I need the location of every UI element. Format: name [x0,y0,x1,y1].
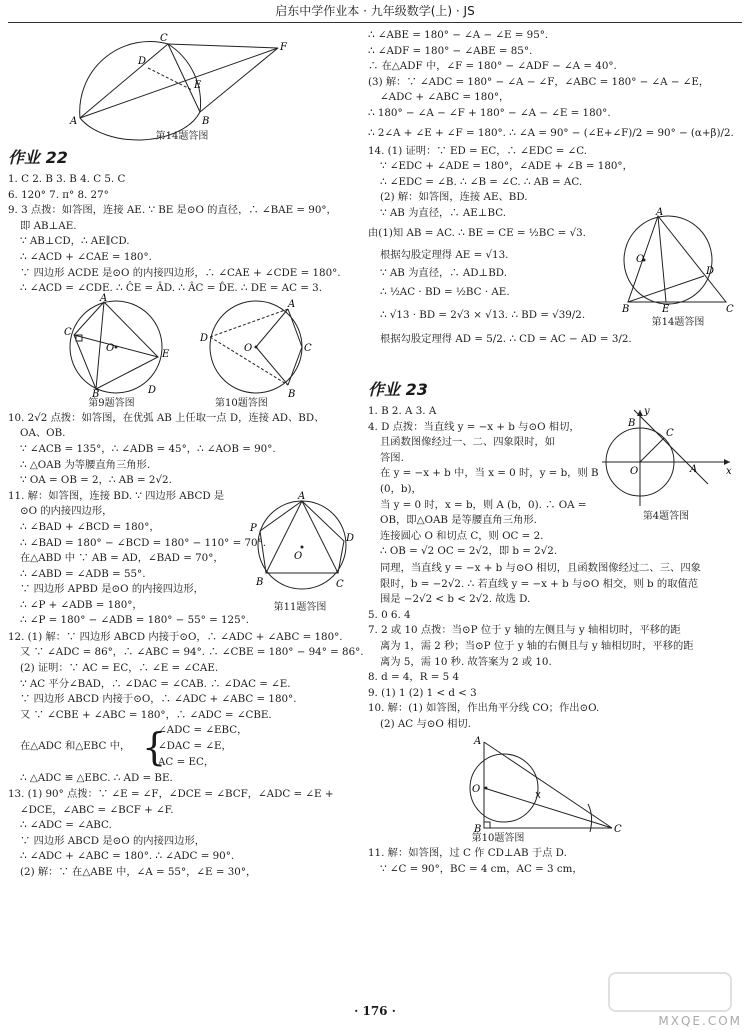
brace-line: ∠ADC = ∠EBC， [158,724,248,737]
text-line: 在 y = −x + b 中，当 x = 0 时，y = b，则 B [380,467,599,480]
fig4-label-B: B [628,417,636,429]
text-line: 又 ∵ ∠CBE + ∠ABC = 180°，∴ ∠ADC = ∠CBE. [20,708,272,721]
text-line: 当 y = 0 时，x = b，则 A (b，0). ∴ OA = [380,498,587,511]
text-line: 6. 120° 7. π° 8. 27° [8,188,109,201]
q14-block [368,206,742,376]
text-line: ∴ √13 · BD = 2√3 × √13. ∴ BD = √39/2. [380,309,586,322]
brace-icon: { [142,725,167,770]
text-line: ∵ AB 为直径，∴ AE⊥BC. [380,206,507,219]
fig10b-caption: 第10题答图 [471,833,525,845]
fig14b-caption: 第14题答图 [651,316,705,328]
text-line: ∵ 四边形 ACDE 是⊙O 的内接四边形，∴ ∠CAE + ∠CDE = 180°. [20,266,341,279]
text-line: 连接圆心 O 和切点 C，则 OC = 2. [380,529,544,542]
fig9-label-D: D [148,384,157,396]
fig14b-label-E: E [662,303,670,315]
text-line: 9. (1) 1 (2) 1 < d < 3 [368,686,477,699]
right-column [368,28,742,878]
fig10-caption: 第10题答图 [215,397,268,409]
section-23-title: 作业 23 [368,379,428,399]
fig14-caption: 第14题答图 [155,131,209,142]
fig10b-label-B: B [474,824,482,836]
text-line: 同理，当直线 y = −x + b 与⊙O 相切，且函数图像经过二、三、四象 [380,561,701,574]
fig4-label-A: A [690,463,698,475]
fig10-label-D: D [200,332,209,344]
brace-system [8,723,356,771]
fig14-label-E: E [194,80,202,91]
text-line: ∴ ∠BAD = 180° − ∠BCD = 180° − 110° = 70°. [20,536,267,549]
text-line: 由(1)知 AB = AC. ∴ BE = CE = ½BC = √3. [368,226,586,239]
figure-14-right-drawing [618,206,738,315]
figure-10-right-drawing [368,732,742,836]
brace-intro: 在△ADC 和△EBC 中， [20,740,131,753]
fig11-label-C: C [336,578,344,590]
text-line: 根据勾股定理得 AE = √13. [380,248,509,261]
text-line: ∠ADC + ∠ABC = 180°， [380,91,510,104]
left-column [8,28,364,880]
text-line: ⊙O 的内接四边形， [20,505,113,518]
text-line: ∴ ∠ACD = ∠CDE. ∴ ĈE = ÂD. ∴ ÂC = D̂E. ∴ DE = AC = 3. [20,282,322,295]
text-line: 10. 2√2 点拨：如答图，在优弧 AB 上任取一点 D，连接 AD、BD、 [8,411,325,424]
text-line: ∵ ∠C = 90°，BC = 4 cm，AC = 3 cm， [380,863,583,876]
text-line: 即 AB⊥AE. [20,219,77,232]
fig14-label-D: D [138,56,147,67]
text-line: ∴ 2∠A + ∠E + ∠F = 180°. ∴ ∠A = 90° − (∠E+∠F)/2 = 90° − (α+β)/2. [368,126,734,139]
text-line: (2) 解：∵ 在△ABE 中，∠A = 55°，∠E = 30°， [20,865,257,878]
figure-10-right [368,732,742,836]
fig11-label-A: A [298,490,306,502]
fig11-label-D: D [346,532,355,544]
page-number: · 176 · [354,1004,396,1018]
text-line: ∵ OA = OB = 2，∴ AB = 2√2. [20,474,172,487]
text-line: 13. (1) 90° 点拨：∵ ∠E = ∠F，∠DCE = ∠BCF，∠ADC = ∠E + [8,787,334,800]
text-line: ∴ ∠ADC = ∠ABC. [20,819,112,832]
text-line: ∠DCE，∠ABC = ∠BCF + ∠F. [20,803,174,816]
fig4-label-y: y [644,405,650,417]
text-line: OB，即△OAB 是等腰直角三角形. [380,514,537,527]
text-line: ∴ OB = √2 OC = 2√2，即 b = 2√2. [380,545,558,558]
text-line: 7. 2 或 10 点拨：当⊙P 位于 y 轴的左侧且与 y 轴相切时，平移的距 [368,624,681,637]
figure-14-drawing [8,28,356,130]
text-line: ∵ AB 为直径，∴ AD⊥BD. [380,266,507,279]
text-line: 答图. [380,451,404,464]
section-22-title: 作业 22 [8,148,68,167]
fig10b-label-A: A [474,736,482,748]
fig9-label-A: A [100,292,108,304]
figure-9-10 [8,292,356,400]
text-line: 且函数图像经过一、二、四象限时，如 [380,436,556,449]
fig4-label-C: C [666,427,674,439]
text-line: ∴ ½AC · BD = ½BC · AE. [380,286,510,299]
text-line: ∵ ∠ACB = 135°，∴ ∠ADB = 45°，∴ ∠AOB = 90°. [20,442,276,455]
fig9-label-E: E [162,348,170,360]
fig11-caption: 第11题答图 [273,601,327,613]
text-line: ∴ ∠ABE = 180° − ∠A − ∠E = 95°. [368,29,549,41]
text-line: 11. 解：如答图，连接 BD. ∵ 四边形 ABCD 是 [8,489,225,502]
text-line: (2) AC 与⊙O 相切. [380,717,471,730]
brace-line: ∠DAC = ∠E， [158,739,232,752]
text-line: ∴ △OAB 为等腰直角三角形. [20,458,151,471]
text-line: 根据勾股定理得 AD = 5/2. ∴ CD = AC − AD = 3/2. [380,333,632,346]
text-line: 10. 解：(1) 如答图，作出角平分线 CO；作出⊙O. [368,702,600,715]
text-line: ∵ 四边形 APBD 是⊙O 的内接四边形， [20,583,204,596]
figure-4-drawing [596,406,736,510]
text-line: ∴ ∠BAD + ∠BCD = 180°， [20,520,160,533]
text-line: ∴ ∠ADC + ∠ABC = 180°. ∴ ∠ADC = 90°. [20,850,235,863]
text-line: 14. (1) 证明：∵ ED = EC，∴ ∠EDC = ∠C. [368,144,588,157]
fig14-label-A: A [70,116,78,127]
text-line: ∴ ∠ACD + ∠CAE = 180°. [20,250,152,263]
text-line: ∴ ∠EDC = ∠B. ∴ ∠B = ∠C. ∴ AB = AC. [380,175,583,188]
text-line: 1. C 2. B 3. B 4. C 5. C [8,173,126,185]
text-line: ∴ ∠P + ∠ADB = 180°， [20,598,143,611]
text-line: (0，b)， [380,482,422,495]
fig9-label-C: C [64,326,72,338]
text-line: 9. 3 点拨：如答图，连接 AE. ∵ BE 是⊙O 的直径，∴ ∠BAE = 90°， [8,204,337,217]
page-header: 启东中学作业本 · 九年级数学(上) · JS [275,4,475,18]
text-line: 围是 −2√2 < b < 2√2. 故选 D. [380,593,531,606]
watermark-logo-icon [608,972,732,1012]
text-line: ∵ 四边形 ABCD 是⊙O 的内接四边形， [20,834,206,847]
text-line: (2) 解：如答图，连接 AE、BD. [380,191,528,204]
fig14b-label-A: A [656,206,664,218]
header-rule [8,22,742,23]
text-line: OA、OB. [20,427,66,440]
fig14-label-B: B [202,116,210,127]
fig11-label-O: O [294,550,303,562]
text-line: 5. 0 6. 4 [368,608,411,621]
text-line: 4. D 点拨：当直线 y = −x + b 与⊙O 相切， [368,420,580,433]
text-line: ∵ AB⊥CD，∴ AE∥CD. [20,235,130,248]
text-line: 12. (1) 解：∵ 四边形 ABCD 内接于⊙O，∴ ∠ADC + ∠ABC = 180°. [8,630,343,643]
text-line: ∴ ∠ABD = ∠ADB = 55°. [20,567,146,580]
fig10b-label-O: O [472,784,481,796]
text-line: 离为 1，需 2 秒；当⊙P 位于 y 轴的右侧且与 y 轴相切时，平移的距 [380,639,694,652]
text-line: ∵ ∠EDC + ∠ADE = 180°，∠ADE + ∠B = 180°， [380,160,633,173]
text-line: ∴ ∠ADF = 180° − ∠ABE = 85°. [368,44,533,57]
text-line: ∵ AC 平分∠BAD，∴ ∠DAC = ∠CAB. ∴ ∠DAC = ∠E. [20,677,291,690]
fig14b-label-B: B [622,303,630,315]
text-line: (2) 证明：∵ AC = EC，∴ ∠E = ∠CAE. [20,661,219,674]
fig14b-label-O: O [636,253,645,265]
fig9-label-O: O [106,342,115,354]
fig10-label-A: A [288,298,296,310]
text-line: 限时，b = −2√2. ∴ 若直线 y = −x + b 与⊙O 相交，则 b 的取值范 [380,577,699,590]
q4-block [368,404,742,561]
fig4-caption: 第4题答图 [642,510,690,522]
fig14-label-C: C [160,33,168,44]
text-line: ∵ 四边形 ABCD 内接于⊙O，∴ ∠ADC + ∠ABC = 180°. [20,693,297,706]
figure-11-drawing [244,491,356,599]
fig11-label-P: P [250,522,257,534]
fig10-label-O: O [244,342,253,354]
text-line: (3) 解：∵ ∠ADC = 180° − ∠A − ∠F，∠ABC = 180° − ∠A − ∠E， [368,75,710,88]
brace-line: AC = EC， [158,755,215,768]
fig4-label-x: x [726,465,732,477]
text-line: 离为 5，需 10 秒. 故答案为 2 或 10. [380,655,552,668]
text-line: ∴ △ADC ≌ △EBC. ∴ AD = BE. [20,772,173,785]
text-line: ∴ 在△ADF 中，∠F = 180° − ∠ADF − ∠A = 40°. [368,60,617,73]
text-line: 8. d = 4，R = 5 4 [368,671,460,684]
fig14b-label-C: C [726,303,734,315]
q11-block [8,489,364,708]
text-line: ∴ 180° − ∠A − ∠F + 180° − ∠A − ∠E = 180°. [368,106,611,119]
text-line: 在△ABD 中 ∵ AB = AD，∠BAD = 70°， [20,552,224,565]
fig10b-label-C: C [614,824,622,836]
fig9-label-B: B [92,388,100,400]
fig10-label-C: C [304,342,312,354]
fig4-label-O: O [630,465,639,477]
text-line: 1. B 2. A 3. A [368,404,437,417]
fig9-caption: 第9题答图 [88,397,135,409]
text-line: 11. 解：如答图，过 C 作 CD⊥AB 于点 D. [368,847,567,860]
figure-9-10-drawing [8,292,356,400]
text-line: ∴ ∠P = 180° − ∠ADB = 180° − 55° = 125°. [20,614,250,627]
fig11-label-B: B [256,576,264,588]
fig14-label-F: F [280,42,287,53]
text-line: 又 ∵ ∠ADC = 86°，∴ ∠ABC = 94°. ∴ ∠CBE = 180° − 94° = 86°. [20,646,364,659]
fig14b-label-D: D [706,265,715,277]
fig10-label-B: B [288,388,296,400]
figure-14-left [8,28,356,130]
watermark-text: MXQE.COM [658,1014,742,1028]
